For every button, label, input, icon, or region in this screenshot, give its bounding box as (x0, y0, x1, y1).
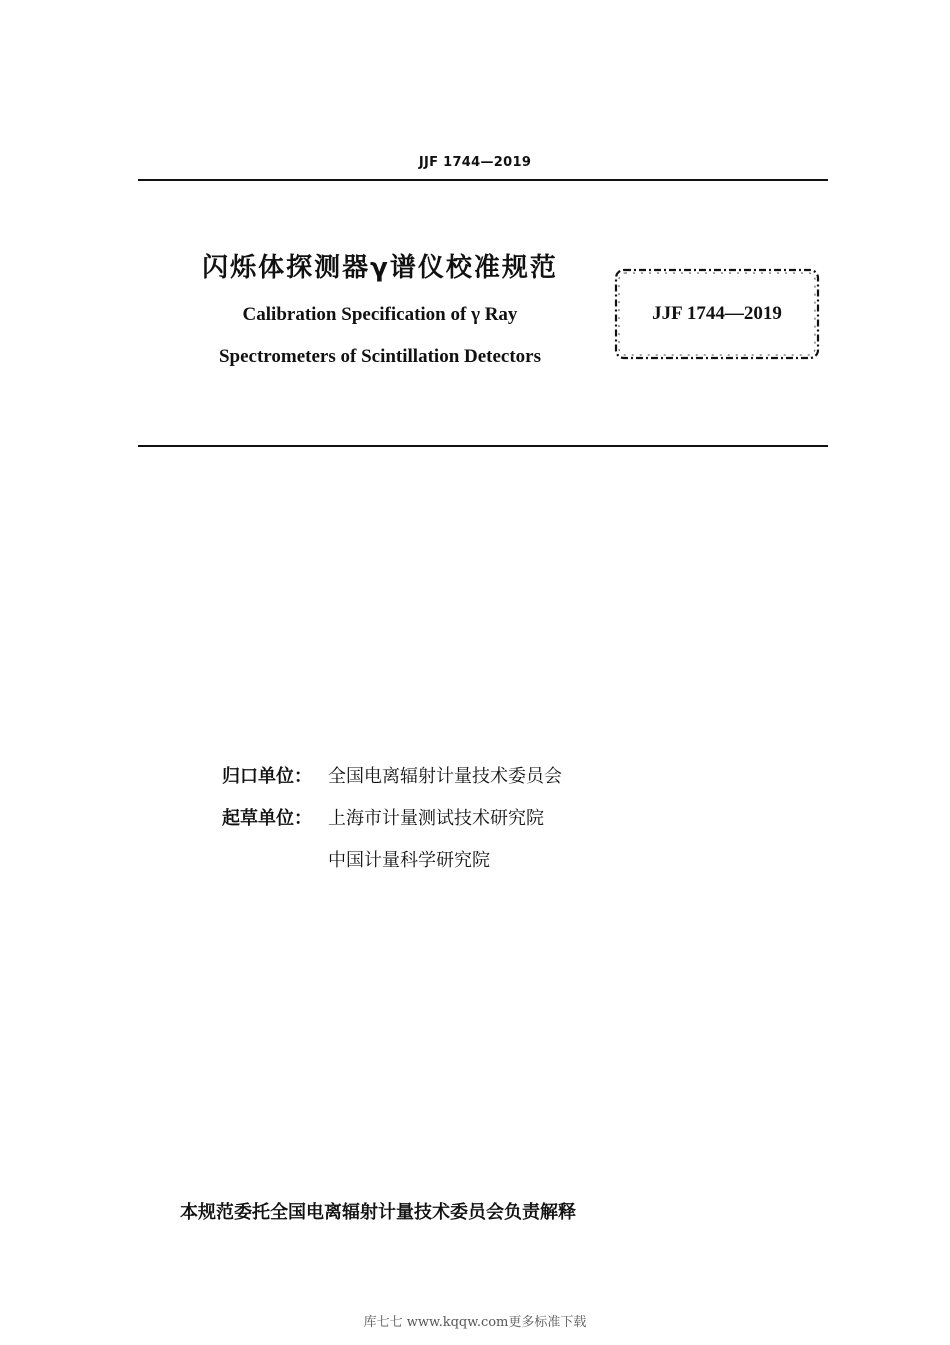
units-section (222, 756, 562, 882)
interpretation-note: 本规范委托全国电离辐射计量技术委员会负责解释 (180, 1202, 576, 1223)
watermark-text: 库七七 www.kqqw.com更多标准下载 (363, 1315, 587, 1330)
drafting-unit-value-1: 上海市计量测试技术研究院 (328, 808, 544, 829)
responsible-unit-label: 归口单位： (222, 766, 312, 787)
title-english-line-1: Calibration Specification of γ Ray (242, 304, 518, 325)
responsible-unit-value: 全国电离辐射计量技术委员会 (328, 766, 562, 787)
standard-code-box-text: JJF 1744—2019 (652, 303, 782, 324)
title-block (160, 248, 600, 378)
drafting-unit-row (222, 798, 562, 840)
top-divider (138, 179, 828, 181)
drafting-unit-label: 起草单位： (222, 808, 312, 829)
drafting-unit-row-2 (222, 840, 562, 882)
title-chinese: 闪烁体探测器γ谱仪校准规范 (202, 253, 558, 283)
title-english (160, 294, 600, 378)
standard-code-box (612, 266, 822, 362)
responsible-unit-row (222, 756, 562, 798)
header-standard-code: JJF 1744—2019 (418, 155, 532, 170)
bottom-divider (138, 445, 828, 447)
drafting-unit-value-2: 中国计量科学研究院 (328, 850, 490, 871)
title-english-line-2: Spectrometers of Scintillation Detectors (218, 346, 542, 367)
